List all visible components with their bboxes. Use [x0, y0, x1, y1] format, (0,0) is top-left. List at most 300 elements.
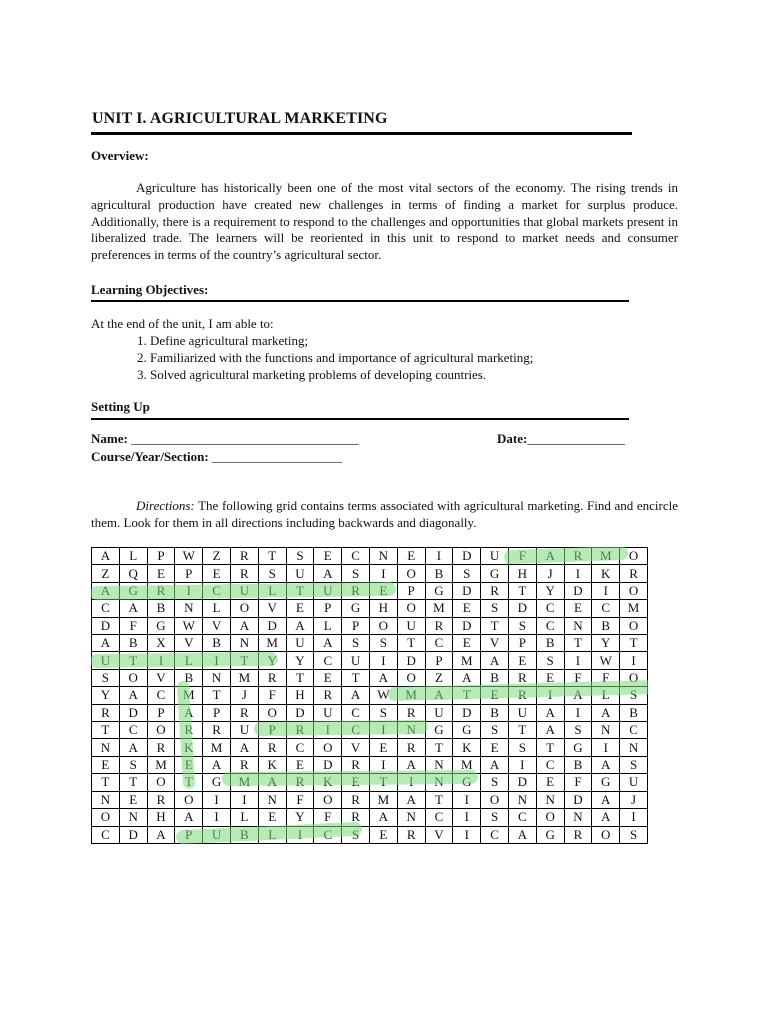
grid-cell[interactable]: E [369, 826, 397, 844]
grid-cell[interactable]: W [592, 652, 620, 669]
grid-cell[interactable]: G [536, 826, 564, 844]
grid-cell[interactable]: L [230, 809, 258, 826]
grid-cell[interactable]: V [481, 635, 509, 652]
grid-cell[interactable]: P [203, 704, 231, 721]
grid-cell[interactable]: F [119, 617, 147, 634]
grid-cell[interactable]: D [453, 704, 481, 721]
grid-cell[interactable]: I [453, 809, 481, 826]
grid-cell[interactable]: U [314, 582, 342, 599]
grid-cell[interactable]: R [342, 582, 370, 599]
grid-cell[interactable]: Z [203, 548, 231, 565]
grid-cell[interactable]: I [620, 809, 648, 826]
grid-cell[interactable]: R [397, 826, 425, 844]
grid-cell[interactable]: H [147, 809, 175, 826]
grid-cell[interactable]: I [564, 652, 592, 669]
grid-cell[interactable]: E [508, 652, 536, 669]
grid-cell[interactable]: A [564, 687, 592, 704]
grid-cell[interactable]: N [397, 809, 425, 826]
grid-cell[interactable]: Z [92, 565, 120, 582]
grid-cell[interactable]: O [620, 617, 648, 634]
grid-cell[interactable]: I [230, 791, 258, 808]
grid-cell[interactable]: U [203, 826, 231, 844]
grid-cell[interactable]: E [314, 669, 342, 686]
grid-cell[interactable]: P [147, 704, 175, 721]
grid-cell[interactable]: S [369, 704, 397, 721]
grid-cell[interactable]: F [592, 669, 620, 686]
grid-cell[interactable]: K [258, 756, 286, 773]
grid-cell[interactable]: I [203, 809, 231, 826]
grid-cell[interactable]: V [342, 739, 370, 756]
grid-cell[interactable]: W [175, 548, 203, 565]
grid-cell[interactable]: R [147, 582, 175, 599]
grid-cell[interactable]: E [397, 548, 425, 565]
grid-cell[interactable]: S [508, 617, 536, 634]
grid-cell[interactable]: O [230, 600, 258, 617]
grid-cell[interactable]: T [92, 774, 120, 791]
date-blank[interactable]: _______________ [527, 431, 625, 446]
grid-cell[interactable]: A [592, 791, 620, 808]
grid-cell[interactable]: C [342, 548, 370, 565]
grid-cell[interactable]: D [508, 600, 536, 617]
grid-cell[interactable]: T [119, 652, 147, 669]
grid-cell[interactable]: D [92, 617, 120, 634]
grid-cell[interactable]: N [92, 791, 120, 808]
grid-cell[interactable]: S [481, 774, 509, 791]
grid-cell[interactable]: I [314, 722, 342, 739]
grid-cell[interactable]: O [314, 739, 342, 756]
grid-cell[interactable]: I [592, 582, 620, 599]
grid-cell[interactable]: N [369, 548, 397, 565]
grid-cell[interactable]: I [508, 756, 536, 773]
grid-cell[interactable]: V [147, 669, 175, 686]
grid-cell[interactable]: Y [286, 652, 314, 669]
grid-cell[interactable]: U [425, 704, 453, 721]
grid-cell[interactable]: F [564, 669, 592, 686]
grid-cell[interactable]: S [481, 722, 509, 739]
grid-cell[interactable]: Z [425, 669, 453, 686]
grid-cell[interactable]: R [147, 739, 175, 756]
grid-cell[interactable]: V [258, 600, 286, 617]
grid-cell[interactable]: G [453, 774, 481, 791]
grid-cell[interactable]: O [620, 669, 648, 686]
grid-cell[interactable]: E [92, 756, 120, 773]
grid-cell[interactable]: C [536, 756, 564, 773]
grid-cell[interactable]: R [230, 565, 258, 582]
grid-cell[interactable]: A [147, 826, 175, 844]
grid-cell[interactable]: U [397, 617, 425, 634]
grid-cell[interactable]: H [508, 565, 536, 582]
grid-cell[interactable]: A [453, 669, 481, 686]
grid-cell[interactable]: R [203, 722, 231, 739]
grid-cell[interactable]: R [230, 756, 258, 773]
grid-cell[interactable]: Y [258, 652, 286, 669]
grid-cell[interactable]: B [203, 635, 231, 652]
grid-cell[interactable]: A [92, 635, 120, 652]
grid-cell[interactable]: O [258, 704, 286, 721]
grid-cell[interactable]: S [620, 826, 648, 844]
grid-cell[interactable]: R [620, 565, 648, 582]
grid-cell[interactable]: E [453, 600, 481, 617]
grid-cell[interactable]: D [564, 791, 592, 808]
grid-cell[interactable]: V [203, 617, 231, 634]
grid-cell[interactable]: A [592, 809, 620, 826]
grid-cell[interactable]: C [620, 722, 648, 739]
grid-cell[interactable]: C [425, 809, 453, 826]
grid-cell[interactable]: P [147, 548, 175, 565]
grid-cell[interactable]: A [119, 600, 147, 617]
grid-cell[interactable]: S [564, 722, 592, 739]
grid-cell[interactable]: J [230, 687, 258, 704]
grid-cell[interactable]: A [175, 704, 203, 721]
grid-cell[interactable]: U [508, 704, 536, 721]
grid-cell[interactable]: G [203, 774, 231, 791]
grid-cell[interactable]: N [425, 774, 453, 791]
grid-cell[interactable]: E [203, 565, 231, 582]
grid-cell[interactable]: N [230, 635, 258, 652]
grid-cell[interactable]: U [481, 548, 509, 565]
grid-cell[interactable]: B [481, 669, 509, 686]
grid-cell[interactable]: N [203, 669, 231, 686]
grid-cell[interactable]: C [536, 617, 564, 634]
grid-cell[interactable]: E [369, 582, 397, 599]
grid-cell[interactable]: M [425, 600, 453, 617]
grid-cell[interactable]: I [147, 652, 175, 669]
grid-cell[interactable]: O [147, 774, 175, 791]
grid-cell[interactable]: Y [592, 635, 620, 652]
grid-cell[interactable]: R [397, 739, 425, 756]
grid-cell[interactable]: A [203, 756, 231, 773]
grid-cell[interactable]: Y [92, 687, 120, 704]
grid-cell[interactable]: B [536, 635, 564, 652]
grid-cell[interactable]: A [286, 617, 314, 634]
grid-cell[interactable]: I [397, 774, 425, 791]
grid-cell[interactable]: R [397, 704, 425, 721]
grid-cell[interactable]: I [592, 739, 620, 756]
grid-cell[interactable]: M [397, 687, 425, 704]
grid-cell[interactable]: U [286, 635, 314, 652]
grid-cell[interactable]: C [536, 600, 564, 617]
grid-cell[interactable]: G [564, 739, 592, 756]
grid-cell[interactable]: N [536, 791, 564, 808]
grid-cell[interactable]: L [203, 600, 231, 617]
grid-cell[interactable]: T [286, 669, 314, 686]
grid-cell[interactable]: L [119, 548, 147, 565]
grid-cell[interactable]: I [425, 548, 453, 565]
grid-cell[interactable]: L [592, 687, 620, 704]
grid-cell[interactable]: C [286, 739, 314, 756]
grid-cell[interactable]: P [508, 635, 536, 652]
grid-cell[interactable]: B [175, 669, 203, 686]
grid-cell[interactable]: A [536, 722, 564, 739]
grid-cell[interactable]: E [286, 600, 314, 617]
grid-cell[interactable]: R [314, 687, 342, 704]
grid-cell[interactable]: J [620, 791, 648, 808]
grid-cell[interactable]: O [481, 791, 509, 808]
grid-cell[interactable]: C [342, 704, 370, 721]
grid-cell[interactable]: T [119, 774, 147, 791]
grid-cell[interactable]: C [342, 722, 370, 739]
grid-cell[interactable]: I [175, 582, 203, 599]
grid-cell[interactable]: E [286, 756, 314, 773]
grid-cell[interactable]: D [314, 756, 342, 773]
grid-cell[interactable]: O [397, 565, 425, 582]
grid-cell[interactable]: G [453, 722, 481, 739]
grid-cell[interactable]: S [342, 635, 370, 652]
grid-cell[interactable]: I [369, 565, 397, 582]
grid-cell[interactable]: T [175, 774, 203, 791]
grid-cell[interactable]: O [314, 791, 342, 808]
grid-cell[interactable]: M [230, 669, 258, 686]
grid-cell[interactable]: O [92, 809, 120, 826]
grid-cell[interactable]: I [203, 791, 231, 808]
grid-cell[interactable]: S [620, 687, 648, 704]
grid-cell[interactable]: E [342, 774, 370, 791]
grid-cell[interactable]: T [92, 722, 120, 739]
grid-cell[interactable]: T [564, 635, 592, 652]
grid-cell[interactable]: J [536, 565, 564, 582]
grid-cell[interactable]: S [620, 756, 648, 773]
grid-cell[interactable]: E [564, 600, 592, 617]
grid-cell[interactable]: S [119, 756, 147, 773]
grid-cell[interactable]: N [397, 722, 425, 739]
grid-cell[interactable]: G [481, 565, 509, 582]
grid-cell[interactable]: S [342, 565, 370, 582]
grid-cell[interactable]: D [453, 582, 481, 599]
grid-cell[interactable]: K [453, 739, 481, 756]
grid-cell[interactable]: R [481, 582, 509, 599]
grid-cell[interactable]: T [453, 687, 481, 704]
grid-cell[interactable]: M [258, 635, 286, 652]
grid-cell[interactable]: B [592, 617, 620, 634]
grid-cell[interactable]: G [592, 774, 620, 791]
grid-cell[interactable]: U [230, 722, 258, 739]
grid-cell[interactable]: F [314, 809, 342, 826]
grid-cell[interactable]: K [592, 565, 620, 582]
grid-cell[interactable]: R [342, 791, 370, 808]
grid-cell[interactable]: R [508, 687, 536, 704]
grid-cell[interactable]: O [592, 826, 620, 844]
grid-cell[interactable]: C [92, 600, 120, 617]
grid-cell[interactable]: R [258, 669, 286, 686]
grid-cell[interactable]: R [508, 669, 536, 686]
date-field[interactable] [497, 431, 625, 447]
grid-cell[interactable]: N [119, 809, 147, 826]
grid-cell[interactable]: D [508, 774, 536, 791]
grid-cell[interactable]: A [425, 687, 453, 704]
grid-cell[interactable]: Y [286, 809, 314, 826]
grid-cell[interactable]: C [481, 826, 509, 844]
grid-cell[interactable]: A [119, 739, 147, 756]
grid-cell[interactable]: C [592, 600, 620, 617]
grid-cell[interactable]: I [620, 652, 648, 669]
grid-cell[interactable]: I [564, 704, 592, 721]
grid-cell[interactable]: B [119, 635, 147, 652]
grid-cell[interactable]: R [564, 826, 592, 844]
grid-cell[interactable]: G [147, 617, 175, 634]
grid-cell[interactable]: E [258, 809, 286, 826]
grid-cell[interactable]: C [314, 826, 342, 844]
name-field[interactable] [91, 431, 359, 447]
grid-cell[interactable]: A [369, 669, 397, 686]
grid-cell[interactable]: T [536, 739, 564, 756]
course-field[interactable] [91, 449, 342, 465]
grid-cell[interactable]: F [286, 791, 314, 808]
grid-cell[interactable]: A [481, 652, 509, 669]
grid-cell[interactable]: A [175, 809, 203, 826]
grid-cell[interactable]: W [369, 687, 397, 704]
grid-cell[interactable]: D [564, 582, 592, 599]
grid-cell[interactable]: A [258, 774, 286, 791]
grid-cell[interactable]: I [369, 722, 397, 739]
grid-cell[interactable]: D [119, 826, 147, 844]
grid-cell[interactable]: N [258, 791, 286, 808]
grid-cell[interactable]: B [564, 756, 592, 773]
grid-cell[interactable]: T [230, 652, 258, 669]
grid-cell[interactable]: T [397, 635, 425, 652]
grid-cell[interactable]: R [425, 617, 453, 634]
grid-cell[interactable]: A [92, 548, 120, 565]
grid-cell[interactable]: E [314, 548, 342, 565]
grid-cell[interactable]: O [397, 600, 425, 617]
grid-cell[interactable]: U [286, 565, 314, 582]
grid-cell[interactable]: U [230, 582, 258, 599]
grid-cell[interactable]: B [481, 704, 509, 721]
grid-cell[interactable]: M [369, 791, 397, 808]
grid-cell[interactable]: E [369, 739, 397, 756]
grid-cell[interactable]: T [508, 582, 536, 599]
grid-cell[interactable]: O [536, 809, 564, 826]
grid-cell[interactable]: G [425, 582, 453, 599]
grid-cell[interactable]: P [175, 565, 203, 582]
grid-cell[interactable]: B [230, 826, 258, 844]
word-search-grid[interactable] [91, 547, 648, 844]
grid-cell[interactable]: K [314, 774, 342, 791]
grid-cell[interactable]: G [425, 722, 453, 739]
grid-cell[interactable]: I [536, 687, 564, 704]
grid-cell[interactable]: S [342, 826, 370, 844]
grid-cell[interactable]: H [286, 687, 314, 704]
grid-cell[interactable]: T [369, 774, 397, 791]
grid-cell[interactable]: L [175, 652, 203, 669]
grid-cell[interactable]: T [425, 739, 453, 756]
grid-cell[interactable]: B [425, 565, 453, 582]
grid-cell[interactable]: D [258, 617, 286, 634]
grid-cell[interactable]: I [453, 791, 481, 808]
grid-cell[interactable]: S [453, 565, 481, 582]
grid-cell[interactable]: P [397, 582, 425, 599]
grid-cell[interactable]: R [286, 722, 314, 739]
grid-cell[interactable]: W [175, 617, 203, 634]
grid-cell[interactable]: Q [119, 565, 147, 582]
grid-cell[interactable]: D [453, 617, 481, 634]
grid-cell[interactable]: C [508, 809, 536, 826]
grid-cell[interactable]: V [175, 635, 203, 652]
grid-cell[interactable]: E [453, 635, 481, 652]
grid-cell[interactable]: G [119, 582, 147, 599]
grid-cell[interactable]: F [508, 548, 536, 565]
grid-cell[interactable]: A [397, 756, 425, 773]
grid-cell[interactable]: A [230, 739, 258, 756]
grid-cell[interactable]: D [286, 704, 314, 721]
grid-cell[interactable]: S [369, 635, 397, 652]
grid-cell[interactable]: O [620, 548, 648, 565]
grid-cell[interactable]: E [481, 687, 509, 704]
grid-cell[interactable]: C [147, 687, 175, 704]
grid-cell[interactable]: T [203, 687, 231, 704]
grid-cell[interactable]: P [258, 722, 286, 739]
grid-cell[interactable]: A [119, 687, 147, 704]
grid-cell[interactable]: L [314, 617, 342, 634]
grid-cell[interactable]: E [147, 565, 175, 582]
grid-cell[interactable]: P [425, 652, 453, 669]
name-blank[interactable]: ___________________________________ [127, 431, 359, 446]
grid-cell[interactable]: P [175, 826, 203, 844]
grid-cell[interactable]: U [620, 774, 648, 791]
grid-cell[interactable]: P [342, 617, 370, 634]
grid-cell[interactable]: U [314, 704, 342, 721]
grid-cell[interactable]: M [592, 548, 620, 565]
grid-cell[interactable]: I [369, 652, 397, 669]
grid-cell[interactable]: O [369, 617, 397, 634]
grid-cell[interactable]: D [453, 548, 481, 565]
grid-cell[interactable]: S [258, 565, 286, 582]
grid-cell[interactable]: D [119, 704, 147, 721]
grid-cell[interactable]: C [425, 635, 453, 652]
grid-cell[interactable]: A [592, 756, 620, 773]
grid-cell[interactable]: S [92, 669, 120, 686]
grid-cell[interactable]: S [536, 652, 564, 669]
grid-cell[interactable]: M [175, 687, 203, 704]
grid-cell[interactable]: D [397, 652, 425, 669]
grid-cell[interactable]: S [481, 809, 509, 826]
grid-cell[interactable]: I [564, 565, 592, 582]
grid-cell[interactable]: R [286, 774, 314, 791]
grid-cell[interactable]: Y [536, 582, 564, 599]
grid-cell[interactable]: T [342, 669, 370, 686]
grid-cell[interactable]: N [92, 739, 120, 756]
grid-cell[interactable]: N [620, 739, 648, 756]
grid-cell[interactable]: L [258, 582, 286, 599]
grid-cell[interactable]: T [286, 582, 314, 599]
grid-cell[interactable]: L [258, 826, 286, 844]
grid-cell[interactable]: F [258, 687, 286, 704]
grid-cell[interactable]: E [481, 739, 509, 756]
grid-cell[interactable]: T [481, 617, 509, 634]
grid-cell[interactable]: E [119, 791, 147, 808]
grid-cell[interactable]: S [508, 739, 536, 756]
grid-cell[interactable]: R [342, 809, 370, 826]
grid-cell[interactable]: A [397, 791, 425, 808]
grid-cell[interactable]: V [425, 826, 453, 844]
grid-cell[interactable]: R [342, 756, 370, 773]
grid-cell[interactable]: M [453, 756, 481, 773]
grid-cell[interactable]: T [620, 635, 648, 652]
grid-cell[interactable]: P [314, 600, 342, 617]
grid-cell[interactable]: A [508, 826, 536, 844]
grid-cell[interactable]: C [92, 826, 120, 844]
grid-cell[interactable]: O [119, 669, 147, 686]
grid-cell[interactable]: A [342, 687, 370, 704]
grid-cell[interactable]: E [536, 774, 564, 791]
grid-cell[interactable]: K [175, 739, 203, 756]
grid-cell[interactable]: R [147, 791, 175, 808]
grid-cell[interactable]: O [175, 791, 203, 808]
grid-cell[interactable]: U [92, 652, 120, 669]
grid-cell[interactable]: A [592, 704, 620, 721]
grid-cell[interactable]: T [258, 548, 286, 565]
grid-cell[interactable]: E [536, 669, 564, 686]
grid-cell[interactable]: F [564, 774, 592, 791]
